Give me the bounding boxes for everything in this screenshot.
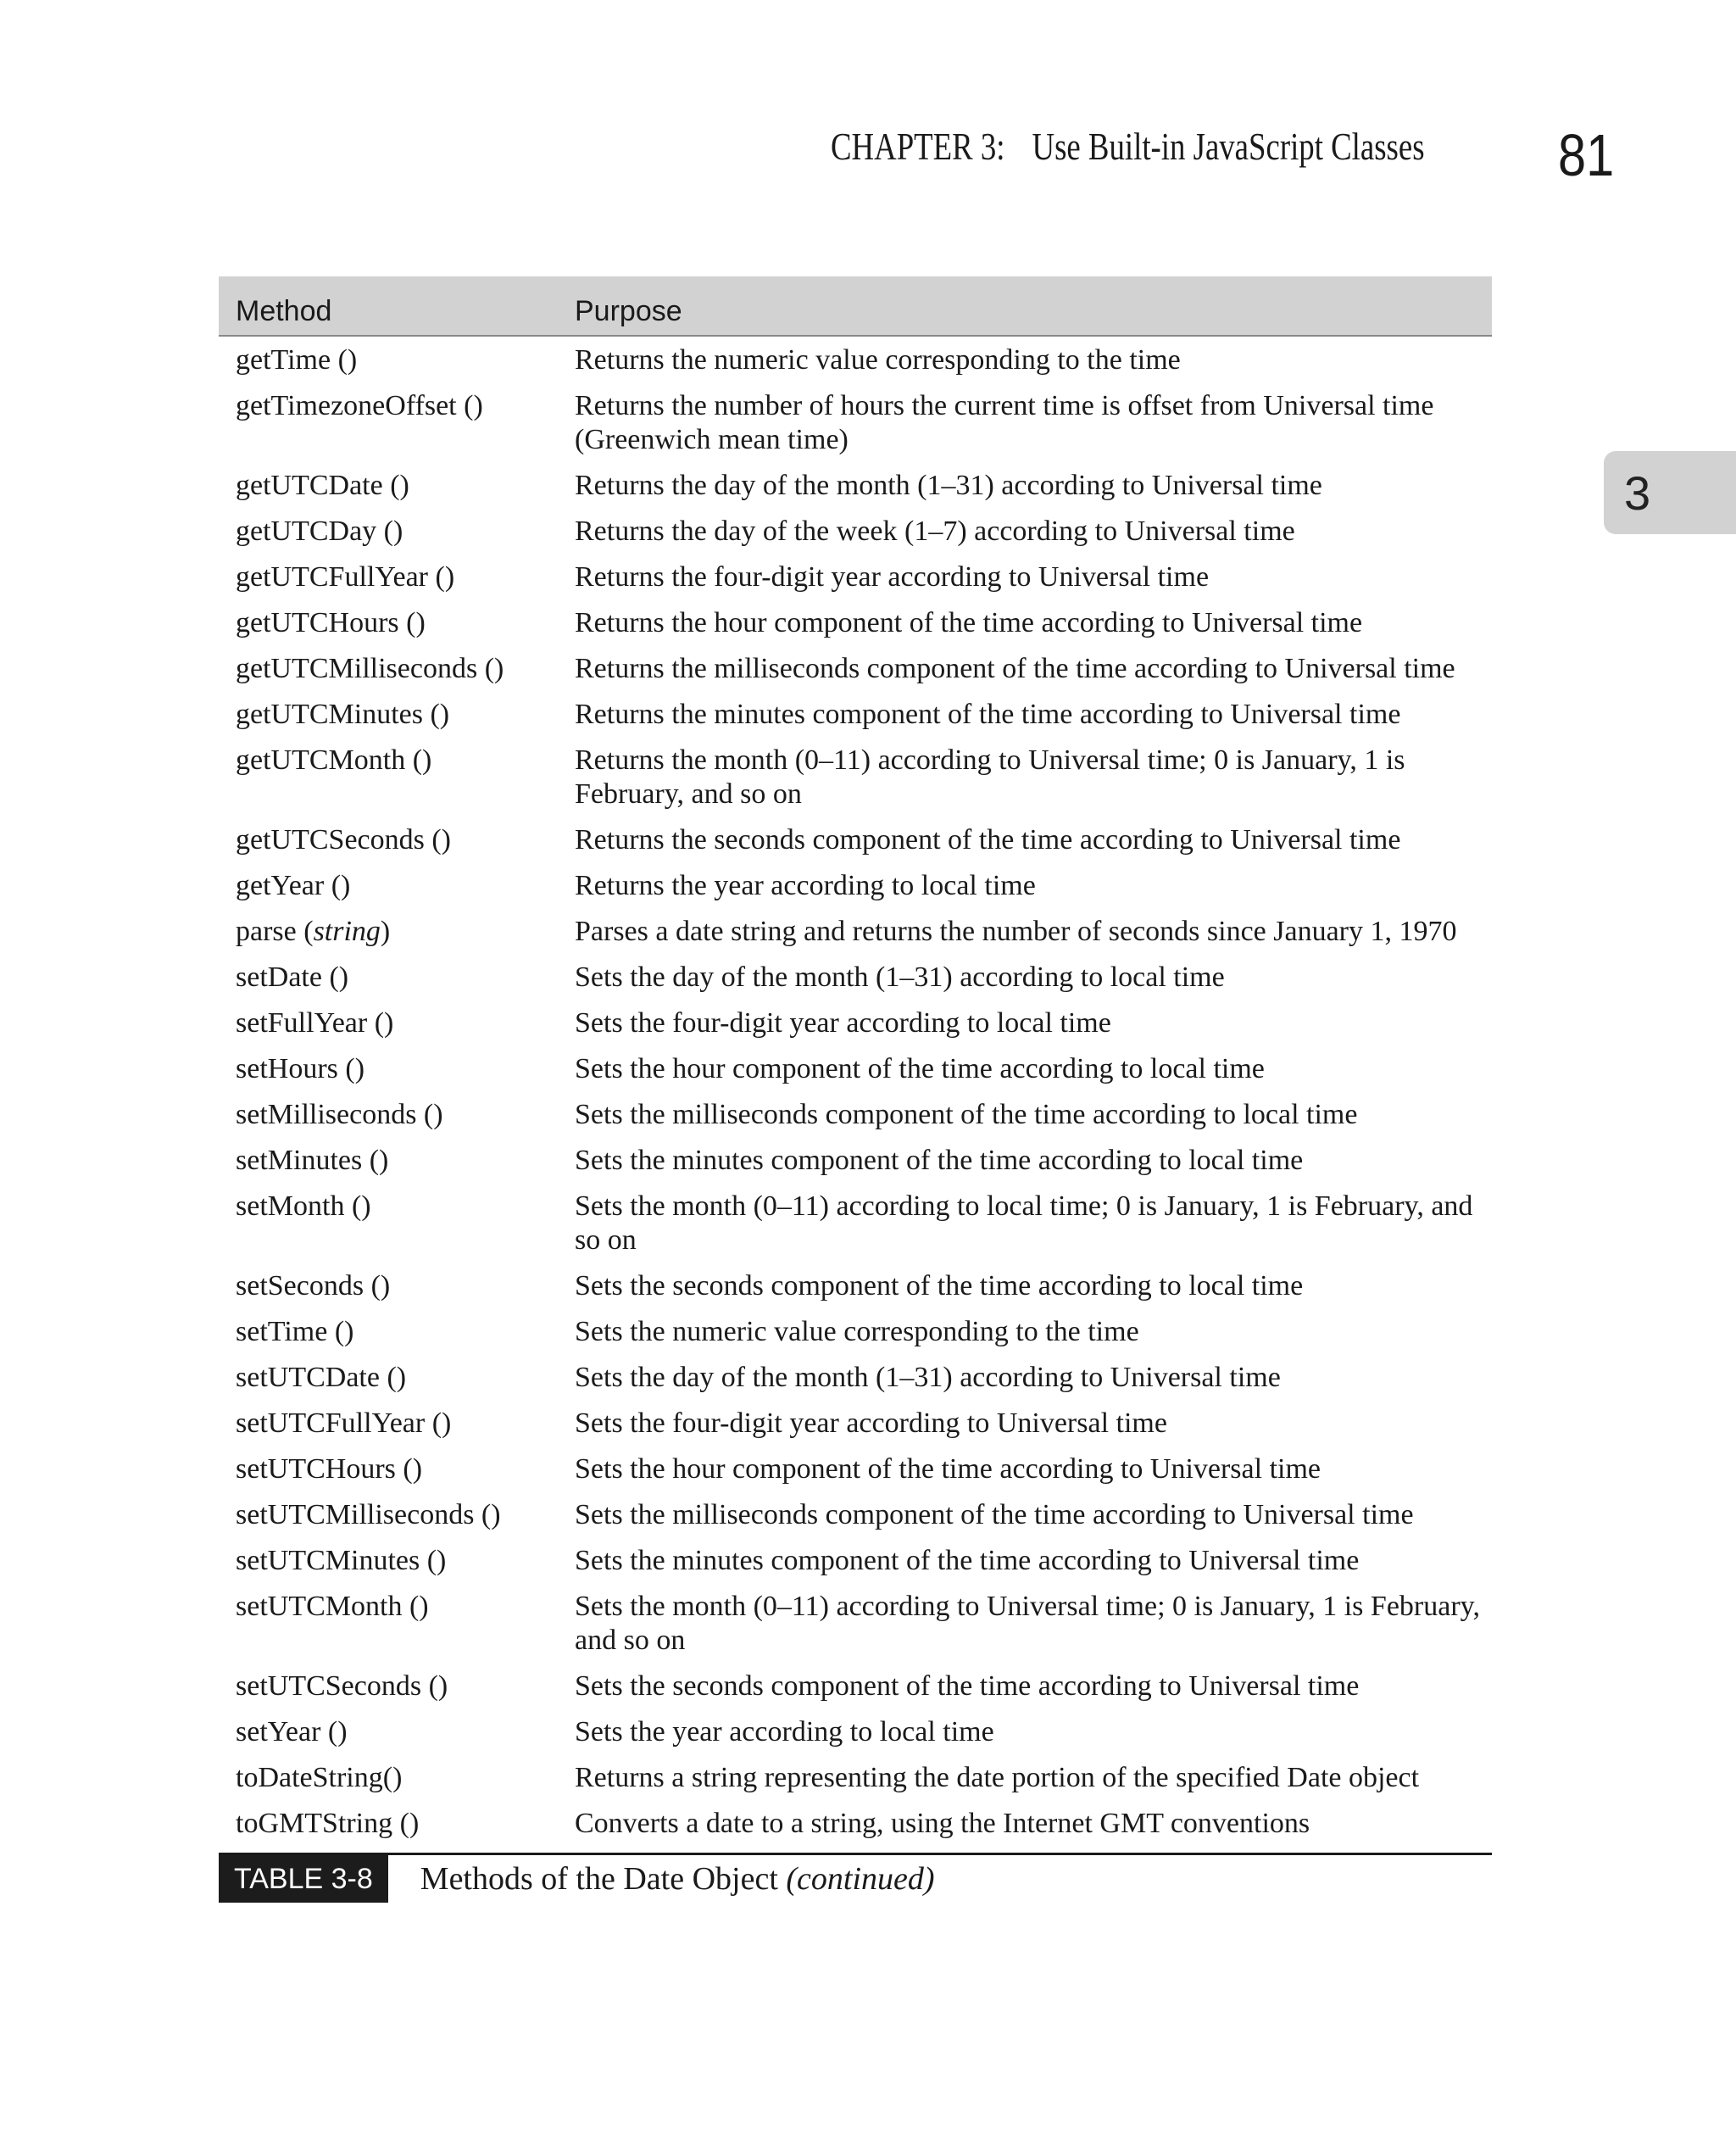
- method-cell: getUTCDay (): [236, 516, 403, 547]
- method-cell: getUTCHours (): [236, 607, 426, 638]
- table-row: [219, 1801, 1492, 1853]
- table-row: [219, 509, 1492, 555]
- purpose-cell: Returns the milliseconds component of the time according to Universal time: [575, 653, 1455, 684]
- purpose-cell: Sets the four-digit year according to local time: [575, 1007, 1111, 1039]
- method-cell: setTime (): [236, 1316, 354, 1347]
- table-row: [219, 383, 1492, 463]
- method-suffix: ): [380, 916, 391, 947]
- table-row: [219, 555, 1492, 600]
- method-cell: getUTCMilliseconds (): [236, 653, 504, 684]
- purpose-cell: Sets the milliseconds component of the time according to Universal time: [575, 1499, 1414, 1530]
- method-cell: getTime (): [236, 344, 358, 376]
- table-row: [219, 863, 1492, 909]
- purpose-cell: Sets the four-digit year according to Universal time: [575, 1407, 1167, 1439]
- method-cell: getUTCMonth (): [236, 744, 432, 776]
- purpose-cell: Returns the year according to local time: [575, 870, 1036, 901]
- purpose-cell: Sets the hour component of the time according to Universal time: [575, 1453, 1321, 1485]
- table-row: [219, 1538, 1492, 1584]
- chapter-title: Use Built-in JavaScript Classes: [1032, 125, 1425, 168]
- purpose-cell: Sets the month (0–11) according to local time; 0 is January, 1 is February, and so on: [575, 1190, 1473, 1256]
- method-cell: getYear (): [236, 870, 351, 901]
- method-cell: setUTCFullYear (): [236, 1407, 452, 1439]
- method-cell: setSeconds (): [236, 1270, 391, 1302]
- table-row: [219, 1184, 1492, 1263]
- method-cell: toGMTString (): [236, 1808, 420, 1839]
- table-caption: [219, 1855, 1492, 1903]
- table-row: [219, 1138, 1492, 1184]
- table-row: [219, 1309, 1492, 1355]
- header-method: Method: [219, 276, 558, 336]
- purpose-cell: Sets the month (0–11) according to Universal time; 0 is January, 1 is February, and so on: [575, 1591, 1480, 1656]
- purpose-cell: Returns the day of the month (1–31) according to Universal time: [575, 470, 1322, 501]
- table-row: [219, 1755, 1492, 1801]
- table-row: [219, 600, 1492, 646]
- purpose-cell: Returns the hour component of the time according to Universal time: [575, 607, 1363, 638]
- chapter-label: CHAPTER 3:: [831, 125, 1005, 168]
- table-row: [219, 1709, 1492, 1755]
- table-row: [219, 817, 1492, 863]
- method-cell: getUTCSeconds (): [236, 824, 452, 856]
- table-row: [219, 1446, 1492, 1492]
- purpose-cell: Sets the minutes component of the time according to local time: [575, 1145, 1304, 1176]
- purpose-cell: Sets the year according to local time: [575, 1716, 994, 1747]
- purpose-cell: Returns a string representing the date portion of the specified Date object: [575, 1762, 1420, 1793]
- method-cell: setMonth (): [236, 1190, 371, 1222]
- table-row: [219, 1584, 1492, 1664]
- method-cell: setUTCDate (): [236, 1362, 407, 1393]
- table-title: [420, 1855, 935, 1903]
- method-cell: getTimezoneOffset (): [236, 390, 483, 421]
- purpose-cell: Sets the day of the month (1–31) according to local time: [575, 962, 1225, 993]
- thumb-tab-label: 3: [1624, 465, 1651, 520]
- method-cell: setUTCSeconds (): [236, 1670, 448, 1702]
- purpose-cell: Returns the day of the week (1–7) according to Universal time: [575, 516, 1295, 547]
- method-cell: setHours (): [236, 1053, 365, 1084]
- purpose-cell: Returns the number of hours the current time is offset from Universal time (Greenwich mean time): [575, 390, 1434, 455]
- method-cell: setMilliseconds (): [236, 1099, 443, 1130]
- methods-table: [219, 276, 1492, 1853]
- purpose-cell: Returns the minutes component of the time according to Universal time: [575, 699, 1401, 730]
- method-cell: setMinutes (): [236, 1145, 389, 1176]
- method-cell: setFullYear (): [236, 1007, 394, 1039]
- table-row: [219, 1001, 1492, 1046]
- method-cell: setUTCMinutes (): [236, 1545, 447, 1576]
- table-title-text: Methods of the Date Object: [420, 1861, 778, 1897]
- purpose-cell: Converts a date to a string, using the Internet GMT conventions: [575, 1808, 1310, 1839]
- table-number-badge: TABLE 3-8: [219, 1855, 388, 1903]
- purpose-cell: Sets the seconds component of the time according to local time: [575, 1270, 1304, 1302]
- method-cell: setDate (): [236, 962, 349, 993]
- method-prefix: parse (: [236, 916, 314, 947]
- method-cell: getUTCMinutes (): [236, 699, 450, 730]
- table-title-suffix: (continued): [786, 1861, 935, 1897]
- table-row: [219, 646, 1492, 692]
- table-row: [219, 738, 1492, 817]
- purpose-cell: Sets the milliseconds component of the time according to local time: [575, 1099, 1358, 1130]
- date-methods-table: [219, 276, 1492, 1903]
- table-row: [219, 1355, 1492, 1401]
- table-row: [219, 1092, 1492, 1138]
- purpose-cell: Sets the numeric value corresponding to the time: [575, 1316, 1139, 1347]
- table-row: [219, 909, 1492, 955]
- table-row: [219, 955, 1492, 1001]
- table-header-row: [219, 276, 1492, 336]
- method-cell: getUTCFullYear (): [236, 561, 455, 593]
- table-row: [219, 336, 1492, 383]
- table-row: [219, 1664, 1492, 1709]
- purpose-cell: Returns the month (0–11) according to Universal time; 0 is January, 1 is February, and so on: [575, 744, 1405, 810]
- page-number: 81: [1558, 122, 1615, 188]
- method-cell: getUTCDate (): [236, 470, 409, 501]
- table-body: [219, 336, 1492, 1853]
- purpose-cell: Sets the hour component of the time according to local time: [575, 1053, 1265, 1084]
- purpose-cell: Returns the seconds component of the time according to Universal time: [575, 824, 1401, 856]
- running-head: [831, 125, 1425, 168]
- purpose-cell: Sets the seconds component of the time according to Universal time: [575, 1670, 1360, 1702]
- purpose-cell: Parses a date string and returns the number of seconds since January 1, 1970: [575, 916, 1457, 947]
- method-cell: setUTCMilliseconds (): [236, 1499, 501, 1530]
- purpose-cell: Returns the four-digit year according to Universal time: [575, 561, 1210, 593]
- table-row: [219, 692, 1492, 738]
- method-cell: [219, 909, 558, 955]
- table-row: [219, 1263, 1492, 1309]
- method-cell: setUTCMonth (): [236, 1591, 429, 1622]
- table-row: [219, 1046, 1492, 1092]
- method-cell: setYear (): [236, 1716, 348, 1747]
- table-row: [219, 463, 1492, 509]
- method-cell: toDateString(): [236, 1762, 403, 1793]
- method-cell: setUTCHours (): [236, 1453, 423, 1485]
- chapter-thumb-tab: [1604, 451, 1736, 534]
- method-argument: string: [313, 916, 381, 947]
- header-purpose: Purpose: [558, 276, 1492, 336]
- table-row: [219, 1401, 1492, 1446]
- purpose-cell: Sets the minutes component of the time according to Universal time: [575, 1545, 1360, 1576]
- purpose-cell: Returns the numeric value corresponding to the time: [575, 344, 1181, 376]
- table-row: [219, 1492, 1492, 1538]
- purpose-cell: Sets the day of the month (1–31) according to Universal time: [575, 1362, 1281, 1393]
